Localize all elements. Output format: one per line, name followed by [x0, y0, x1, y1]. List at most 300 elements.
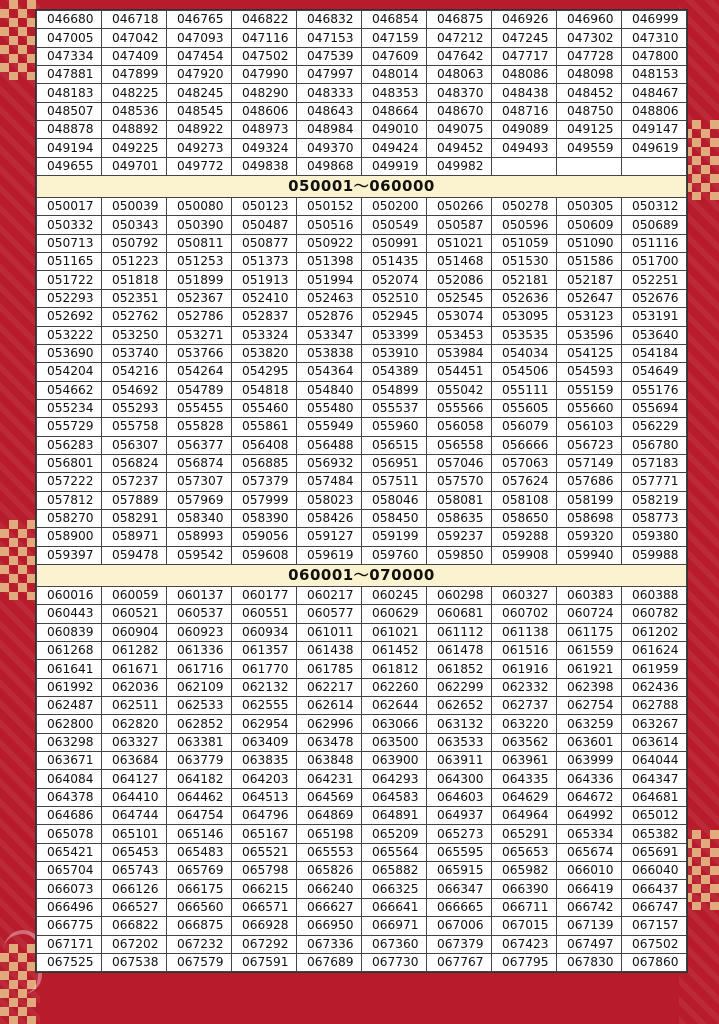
table-row	[37, 770, 687, 788]
number-cell: 047042	[102, 29, 167, 47]
number-cell: 067423	[492, 935, 557, 953]
number-cell: 058993	[167, 528, 232, 546]
number-cell: 066665	[427, 898, 492, 916]
number-cell: 067171	[37, 935, 102, 953]
table-row	[37, 953, 687, 971]
number-cell: 063671	[37, 752, 102, 770]
number-cell: 059988	[622, 546, 687, 564]
number-cell: 067579	[167, 953, 232, 971]
number-cell: 053191	[622, 308, 687, 326]
number-cell: 065453	[102, 843, 167, 861]
number-cell: 055605	[492, 399, 557, 417]
number-cell: 047899	[102, 66, 167, 84]
number-cell: 065209	[362, 825, 427, 843]
number-cell: 048290	[232, 84, 297, 102]
number-cell: 062436	[622, 678, 687, 696]
number-cell: 047717	[492, 47, 557, 65]
number-cell: 056666	[492, 436, 557, 454]
number-cell: 064629	[492, 788, 557, 806]
number-cell: 058219	[622, 491, 687, 509]
number-cell: 050017	[37, 198, 102, 216]
number-cell: 058023	[297, 491, 362, 509]
number-cell: 046680	[37, 11, 102, 29]
number-cell: 060904	[102, 623, 167, 641]
number-cell: 056558	[427, 436, 492, 454]
number-cell: 051059	[492, 234, 557, 252]
number-cell: 050200	[362, 198, 427, 216]
number-cell: 051586	[557, 253, 622, 271]
number-cell: 063132	[427, 715, 492, 733]
number-cell: 051913	[232, 271, 297, 289]
number-cell: 053250	[102, 326, 167, 344]
number-cell: 055828	[167, 418, 232, 436]
number-cell: 055694	[622, 399, 687, 417]
number-cell: 066126	[102, 880, 167, 898]
number-cell: 047609	[362, 47, 427, 65]
number-cell: 057046	[427, 454, 492, 472]
number-cell: 066527	[102, 898, 167, 916]
number-cell: 055455	[167, 399, 232, 417]
number-cell: 050312	[622, 198, 687, 216]
number-cell: 065521	[232, 843, 297, 861]
number-cell: 048806	[622, 102, 687, 120]
table-row	[37, 102, 687, 120]
number-cell: 065769	[167, 862, 232, 880]
number-cell: 051994	[297, 271, 362, 289]
number-cell: 062820	[102, 715, 167, 733]
number-cell: 063267	[622, 715, 687, 733]
number-cell: 055460	[232, 399, 297, 417]
number-cell: 049772	[167, 157, 232, 175]
number-cell: 059320	[557, 528, 622, 546]
number-cell: 067767	[427, 953, 492, 971]
number-cell: 050609	[557, 216, 622, 234]
number-cell: 051398	[297, 253, 362, 271]
number-cell: 049838	[232, 157, 297, 175]
number-cell: 054593	[557, 363, 622, 381]
number-cell: 052837	[232, 308, 297, 326]
number-cell: 067015	[492, 917, 557, 935]
number-cell: 067139	[557, 917, 622, 935]
number-cell: 054840	[297, 381, 362, 399]
number-cell: 065595	[427, 843, 492, 861]
table-row	[37, 121, 687, 139]
table-row	[37, 528, 687, 546]
number-cell: 066347	[427, 880, 492, 898]
number-cell: 061770	[232, 660, 297, 678]
number-cell: 061716	[167, 660, 232, 678]
number-cell: 057771	[622, 473, 687, 491]
number-cell: 054295	[232, 363, 297, 381]
table-row	[37, 47, 687, 65]
number-cell: 054216	[102, 363, 167, 381]
number-cell: 066040	[622, 862, 687, 880]
number-cell: 049125	[557, 121, 622, 139]
number-cell: 047454	[167, 47, 232, 65]
number-cell: 057686	[557, 473, 622, 491]
number-cell: 050332	[37, 216, 102, 234]
number-cell: 055111	[492, 381, 557, 399]
number-cell: 047881	[37, 66, 102, 84]
number-cell: 066571	[232, 898, 297, 916]
table-row	[37, 11, 687, 29]
number-cell: 067232	[167, 935, 232, 953]
number-cell: 048973	[232, 121, 297, 139]
checker-decoration	[683, 830, 719, 910]
number-cell: 047153	[297, 29, 362, 47]
number-cell: 064182	[167, 770, 232, 788]
number-cell: 062754	[557, 697, 622, 715]
number-cell: 056103	[557, 418, 622, 436]
number-cell: 063779	[167, 752, 232, 770]
number-cell: 057889	[102, 491, 167, 509]
number-cell: 061959	[622, 660, 687, 678]
number-cell: 058270	[37, 509, 102, 527]
number-cell: 050343	[102, 216, 167, 234]
number-cell: 060577	[297, 605, 362, 623]
table-row	[37, 216, 687, 234]
table-row	[37, 436, 687, 454]
number-cell: 063327	[102, 733, 167, 751]
table-row	[37, 271, 687, 289]
number-cell: 048014	[362, 66, 427, 84]
number-cell: 064992	[557, 807, 622, 825]
number-cell: 058773	[622, 509, 687, 527]
number-cell: 065483	[167, 843, 232, 861]
table-row	[37, 509, 687, 527]
number-cell: 066073	[37, 880, 102, 898]
number-cell: 049452	[427, 139, 492, 157]
number-cell: 064754	[167, 807, 232, 825]
number-cell: 053271	[167, 326, 232, 344]
number-cell: 055566	[427, 399, 492, 417]
number-cell: 059608	[232, 546, 297, 564]
number-cell: 047005	[37, 29, 102, 47]
number-cell: 050123	[232, 198, 297, 216]
number-cell: 058199	[557, 491, 622, 509]
number-cell: 048892	[102, 121, 167, 139]
number-cell: 067689	[297, 953, 362, 971]
number-cell: 061112	[427, 623, 492, 641]
number-cell: 048452	[557, 84, 622, 102]
number-cell: 064603	[427, 788, 492, 806]
section-header: 060001～070000	[37, 564, 687, 586]
table-row	[37, 84, 687, 102]
number-cell: 067795	[492, 953, 557, 971]
number-cell: 062398	[557, 678, 622, 696]
number-cell: 060782	[622, 605, 687, 623]
number-cell: 060177	[232, 586, 297, 604]
number-cell: 060934	[232, 623, 297, 641]
table-row	[37, 157, 687, 175]
number-cell: 066560	[167, 898, 232, 916]
number-cell: 062036	[102, 678, 167, 696]
number-cell: 062109	[167, 678, 232, 696]
number-cell: 060724	[557, 605, 622, 623]
number-cell: 057063	[492, 454, 557, 472]
table-row	[37, 788, 687, 806]
number-cell: 062555	[232, 697, 297, 715]
number-cell: 066496	[37, 898, 102, 916]
number-cell: 063562	[492, 733, 557, 751]
number-cell: 047800	[622, 47, 687, 65]
number-cell: 063259	[557, 715, 622, 733]
number-cell: 055042	[427, 381, 492, 399]
number-cell: 061624	[622, 642, 687, 660]
number-cell: 066437	[622, 880, 687, 898]
number-cell: 050792	[102, 234, 167, 252]
number-cell: 047728	[557, 47, 622, 65]
number-cell: 065167	[232, 825, 297, 843]
number-cell: 046875	[427, 11, 492, 29]
number-cell: 052647	[557, 289, 622, 307]
checker-decoration	[683, 120, 719, 200]
number-list-sheet	[35, 9, 688, 973]
number-cell: 062800	[37, 715, 102, 733]
number-cell: 052636	[492, 289, 557, 307]
number-cell: 050991	[362, 234, 427, 252]
number-cell: 067830	[557, 953, 622, 971]
number-cell: 060551	[232, 605, 297, 623]
number-cell: 056932	[297, 454, 362, 472]
number-cell: 058971	[102, 528, 167, 546]
number-cell: 061357	[232, 642, 297, 660]
number-cell: 048183	[37, 84, 102, 102]
number-cell: 055949	[297, 418, 362, 436]
number-cell: 061916	[492, 660, 557, 678]
number-cell: 064127	[102, 770, 167, 788]
number-cell: 063848	[297, 752, 362, 770]
number-cell: 051722	[37, 271, 102, 289]
number-cell: 061516	[492, 642, 557, 660]
number-cell: 063533	[427, 733, 492, 751]
number-cell: 066175	[167, 880, 232, 898]
number-cell: 065198	[297, 825, 362, 843]
number-cell: 059056	[232, 528, 297, 546]
number-cell: 050390	[167, 216, 232, 234]
number-cell: 062299	[427, 678, 492, 696]
number-cell: 054789	[167, 381, 232, 399]
number-cell: 065012	[622, 807, 687, 825]
number-cell: 050811	[167, 234, 232, 252]
number-cell: 047502	[232, 47, 297, 65]
number-cell: 053838	[297, 344, 362, 362]
number-cell: 054034	[492, 344, 557, 362]
number-cell: 062996	[297, 715, 362, 733]
number-cell: 060443	[37, 605, 102, 623]
number-cell: 053535	[492, 326, 557, 344]
number-cell: 055234	[37, 399, 102, 417]
number-cell: 064796	[232, 807, 297, 825]
number-cell: 060521	[102, 605, 167, 623]
number-cell: 048643	[297, 102, 362, 120]
number-cell: 066419	[557, 880, 622, 898]
number-cell: 063500	[362, 733, 427, 751]
number-cell: 065798	[232, 862, 297, 880]
number-cell: 067730	[362, 953, 427, 971]
number-cell: 062614	[297, 697, 362, 715]
number-cell: 065553	[297, 843, 362, 861]
number-cell: 048878	[37, 121, 102, 139]
table-row	[37, 473, 687, 491]
number-cell: 049089	[492, 121, 557, 139]
number-cell: 048245	[167, 84, 232, 102]
number-cell: 057484	[297, 473, 362, 491]
number-cell: 064964	[492, 807, 557, 825]
number-cell: 047245	[492, 29, 557, 47]
number-cell: 051021	[427, 234, 492, 252]
number-cell: 049370	[297, 139, 362, 157]
number-cell: 065291	[492, 825, 557, 843]
number-cell: 062217	[297, 678, 362, 696]
number-cell: 056377	[167, 436, 232, 454]
number-cell: 065674	[557, 843, 622, 861]
table-row	[37, 234, 687, 252]
number-cell: 052074	[362, 271, 427, 289]
number-cell: 052463	[297, 289, 362, 307]
number-cell: 065421	[37, 843, 102, 861]
number-cell: 064569	[297, 788, 362, 806]
number-cell: 052786	[167, 308, 232, 326]
number-cell: 066747	[622, 898, 687, 916]
number-cell: 056801	[37, 454, 102, 472]
number-cell: 060388	[622, 586, 687, 604]
number-cell: 054184	[622, 344, 687, 362]
number-cell: 064378	[37, 788, 102, 806]
number-cell: 055537	[362, 399, 427, 417]
number-cell: 064231	[297, 770, 362, 788]
number-cell: 062487	[37, 697, 102, 715]
number-cell: 065704	[37, 862, 102, 880]
table-row	[37, 807, 687, 825]
number-cell: 056283	[37, 436, 102, 454]
number-cell: 067538	[102, 953, 167, 971]
number-cell: 057624	[492, 473, 557, 491]
number-cell: 048507	[37, 102, 102, 120]
number-cell: 059127	[297, 528, 362, 546]
number-cell: 056488	[297, 436, 362, 454]
number-cell: 053074	[427, 308, 492, 326]
number-cell: 058450	[362, 509, 427, 527]
number-cell: 059237	[427, 528, 492, 546]
number-cell: 060537	[167, 605, 232, 623]
number-cell: 053740	[102, 344, 167, 362]
table-row	[37, 843, 687, 861]
number-cell: 063478	[297, 733, 362, 751]
number-cell: 067360	[362, 935, 427, 953]
number-cell: 059850	[427, 546, 492, 564]
number-cell: 054125	[557, 344, 622, 362]
table-row	[37, 344, 687, 362]
number-cell: 051253	[167, 253, 232, 271]
number-cell: 052510	[362, 289, 427, 307]
number-cell: 061202	[622, 623, 687, 641]
number-cell: 050152	[297, 198, 362, 216]
number-cell: 060137	[167, 586, 232, 604]
number-cell: 055758	[102, 418, 167, 436]
number-cell: 064410	[102, 788, 167, 806]
checker-decoration	[0, 520, 36, 600]
number-cell: 053222	[37, 326, 102, 344]
number-cell: 050305	[557, 198, 622, 216]
section-header-row	[37, 176, 687, 198]
number-cell: 048984	[297, 121, 362, 139]
number-cell: 056874	[167, 454, 232, 472]
number-cell: 063999	[557, 752, 622, 770]
number-cell: 065982	[492, 862, 557, 880]
number-cell: 053910	[362, 344, 427, 362]
number-cell: 053596	[557, 326, 622, 344]
number-cell: 050922	[297, 234, 362, 252]
number-cell: 049982	[427, 157, 492, 175]
number-cell: 064335	[492, 770, 557, 788]
number-cell: 064084	[37, 770, 102, 788]
number-cell: 067157	[622, 917, 687, 935]
table-row	[37, 418, 687, 436]
number-cell: 066215	[232, 880, 297, 898]
number-cell: 064462	[167, 788, 232, 806]
number-cell: 053690	[37, 344, 102, 362]
number-cell: 048438	[492, 84, 557, 102]
table-row	[37, 29, 687, 47]
number-cell: 066950	[297, 917, 362, 935]
number-cell: 059908	[492, 546, 557, 564]
number-cell: 059760	[362, 546, 427, 564]
number-cell: 062332	[492, 678, 557, 696]
number-cell: 058698	[557, 509, 622, 527]
number-cell: 052692	[37, 308, 102, 326]
number-cell: 050039	[102, 198, 167, 216]
number-cell: 065882	[362, 862, 427, 880]
table-row	[37, 880, 687, 898]
number-cell: 052876	[297, 308, 362, 326]
table-row	[37, 917, 687, 935]
number-cell: 049147	[622, 121, 687, 139]
number-cell: 046832	[297, 11, 362, 29]
number-cell: 054506	[492, 363, 557, 381]
table-row	[37, 308, 687, 326]
number-cell: 050487	[232, 216, 297, 234]
number-cell: 062260	[362, 678, 427, 696]
number-cell: 067591	[232, 953, 297, 971]
number-cell: 049559	[557, 139, 622, 157]
table-row	[37, 399, 687, 417]
number-cell: 061021	[362, 623, 427, 641]
number-cell: 048086	[492, 66, 557, 84]
number-cell: 065826	[297, 862, 362, 880]
background-pattern-left	[0, 0, 40, 1024]
number-cell: 057379	[232, 473, 297, 491]
number-cell: 062788	[622, 697, 687, 715]
number-cell: 066240	[297, 880, 362, 898]
number-cell: 065691	[622, 843, 687, 861]
table-row	[37, 898, 687, 916]
number-cell: 058108	[492, 491, 557, 509]
number-cell: 050587	[427, 216, 492, 234]
number-cell: 053095	[492, 308, 557, 326]
number-cell: 055660	[557, 399, 622, 417]
table-row	[37, 605, 687, 623]
table-row	[37, 289, 687, 307]
table-row	[37, 363, 687, 381]
number-cell: 046822	[232, 11, 297, 29]
number-cell: 064583	[362, 788, 427, 806]
number-cell: 049075	[427, 121, 492, 139]
table-row	[37, 825, 687, 843]
number-cell: 049493	[492, 139, 557, 157]
number-cell: 060383	[557, 586, 622, 604]
number-cell: 057183	[622, 454, 687, 472]
